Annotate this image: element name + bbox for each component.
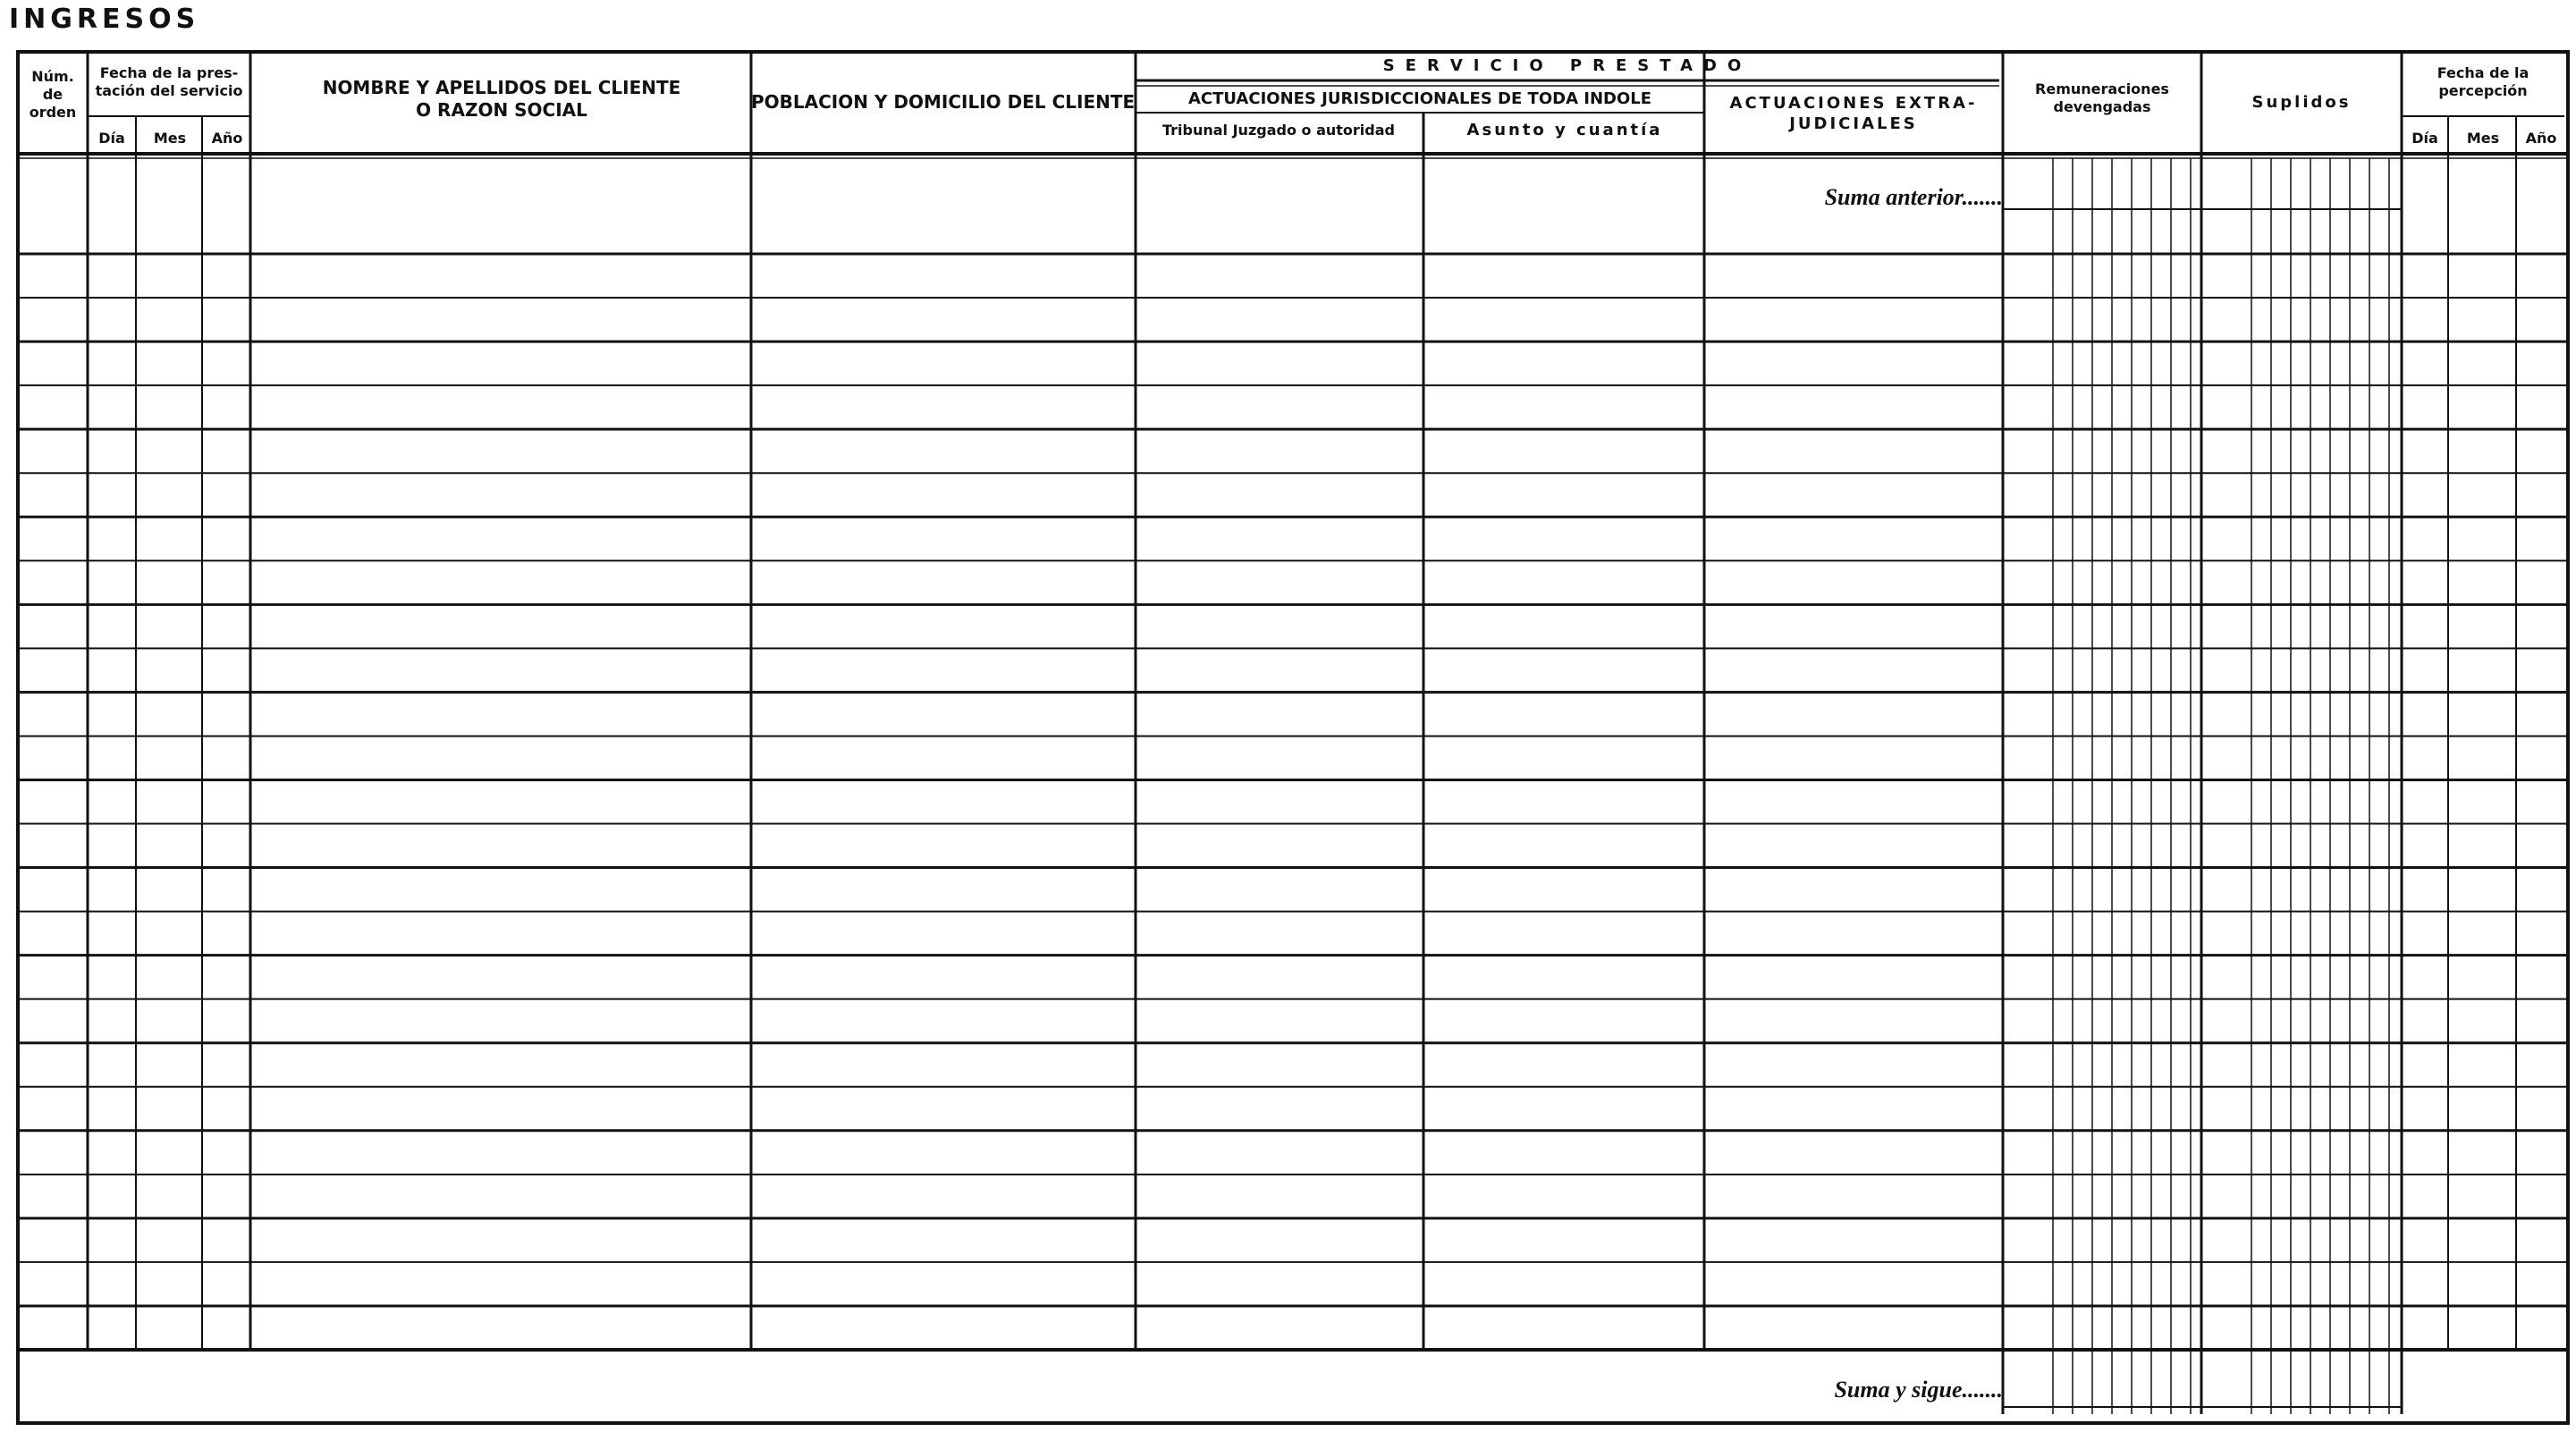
header-actuaciones-jurisdiccionales: ACTUACIONES JURISDICCIONALES DE TODA INDOLE [1187,89,1652,108]
header-fecha-percepcion: Fecha de la percepción [2437,64,2530,99]
header-ano: Año [211,130,243,147]
suma-anterior-label: Suma anterior....... [1824,184,2003,210]
header-mes: Mes [153,130,187,147]
header-asunto: Asunto y cuantía [1466,121,1663,139]
ledger-grid [18,52,2568,1423]
suma-y-sigue-label: Suma y sigue....... [1834,1377,2003,1403]
header-fecha-servicio: Fecha de la pres- tación del servicio [95,64,243,99]
header-num-orden: Núm. de orden [29,68,77,121]
header-remuneraciones: Remuneraciones devengadas [2035,80,2169,115]
header-tribunal: Tribunal Juzgado o autoridad [1161,122,1395,139]
header-poblacion: POBLACION Y DOMICILIO DEL CLIENTE [751,91,1136,113]
header-servicio-prestado: SERVICIO PRESTADO [1382,56,1753,75]
header-dia: Día [98,130,125,147]
header-mes-percepcion: Mes [2466,130,2500,147]
page-title: INGRESOS [9,4,200,35]
header-actuaciones-extrajudiciales: ACTUACIONES EXTRA- JUDICIALES [1729,94,1978,133]
header-suplidos: Suplidos [2251,93,2352,112]
header-nombre: NOMBRE Y APELLIDOS DEL CLIENTE O RAZON SOCIAL [322,77,681,121]
header-dia-percepcion: Día [2411,130,2438,147]
header-ano-percepcion: Año [2525,130,2557,147]
